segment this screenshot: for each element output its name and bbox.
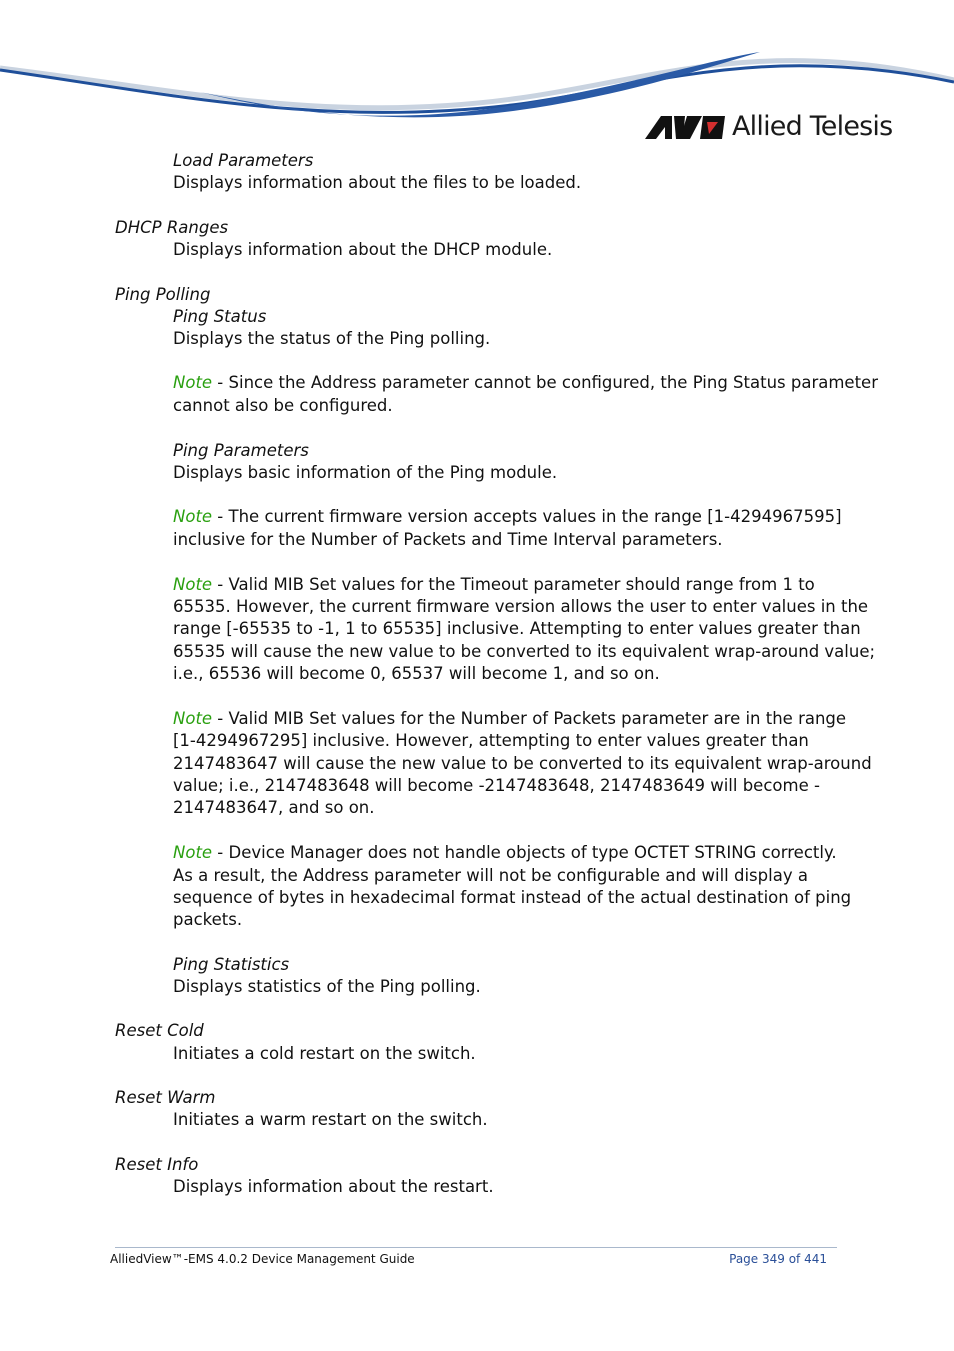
paragraph: Initiates a warm restart on the switch. bbox=[173, 1110, 488, 1129]
logo-text: Allied Telesis bbox=[732, 111, 893, 142]
footer-page-number: Page 349 of 441 bbox=[729, 1252, 827, 1266]
note-label: Note bbox=[173, 709, 213, 728]
paragraph: 65535. However, the current firmware version allows the user to enter values in the bbox=[173, 597, 869, 616]
footer-document-title: AlliedView™-EMS 4.0.2 Device Management Guide bbox=[110, 1252, 415, 1266]
note-label: Note bbox=[173, 575, 213, 594]
paragraph: packets. bbox=[173, 910, 243, 929]
paragraph: 65535 will cause the new value to be converted to its equivalent wrap-around value; bbox=[173, 642, 876, 661]
company-logo bbox=[645, 110, 892, 144]
note-text: - The current firmware version accepts values in the range [1-4294967595] bbox=[212, 507, 842, 526]
footer-divider bbox=[115, 1247, 837, 1248]
subheading-ping-status: Ping Status bbox=[173, 307, 267, 326]
note-text: - Valid MIB Set values for the Number of Packets parameter are in the range bbox=[212, 709, 847, 728]
paragraph: Displays the status of the Ping polling. bbox=[173, 329, 491, 348]
note-line bbox=[173, 506, 842, 529]
paragraph: Displays basic information of the Ping module. bbox=[173, 463, 558, 482]
note-line bbox=[173, 372, 878, 395]
paragraph: Displays information about the files to be loaded. bbox=[173, 173, 582, 192]
paragraph: [1-4294967295] inclusive. However, attempting to enter values greater than bbox=[173, 731, 809, 750]
note-label: Note bbox=[173, 373, 213, 392]
note-text: - Valid MIB Set values for the Timeout parameter should range from 1 to bbox=[212, 575, 815, 594]
note-label: Note bbox=[173, 843, 213, 862]
paragraph: cannot also be configured. bbox=[173, 396, 393, 415]
paragraph: sequence of bytes in hexadecimal format instead of the actual destination of ping bbox=[173, 888, 852, 907]
note-line bbox=[173, 574, 815, 597]
paragraph: inclusive for the Number of Packets and Time Interval parameters. bbox=[173, 530, 723, 549]
paragraph: i.e., 65536 will become 0, 65537 will become 1, and so on. bbox=[173, 664, 660, 683]
subheading-load-parameters: Load Parameters bbox=[173, 151, 314, 170]
heading-reset-warm: Reset Warm bbox=[115, 1088, 216, 1107]
paragraph: range [-65535 to -1, 1 to 65535] inclusive. Attempting to enter values greater than bbox=[173, 619, 861, 638]
paragraph: 2147483647 will cause the new value to be converted to its equivalent wrap-around bbox=[173, 754, 872, 773]
note-text: - Device Manager does not handle objects of type OCTET STRING correctly. bbox=[212, 843, 837, 862]
paragraph: Initiates a cold restart on the switch. bbox=[173, 1044, 476, 1063]
subheading-ping-parameters: Ping Parameters bbox=[173, 441, 309, 460]
note-line bbox=[173, 842, 837, 865]
paragraph: Displays information about the DHCP module. bbox=[173, 240, 553, 259]
note-label: Note bbox=[173, 507, 213, 526]
note-line bbox=[173, 708, 846, 731]
heading-dhcp-ranges: DHCP Ranges bbox=[115, 218, 229, 237]
heading-ping-polling: Ping Polling bbox=[115, 285, 211, 304]
paragraph: value; i.e., 2147483648 will become -2147483648, 2147483649 will become - bbox=[173, 776, 820, 795]
paragraph: 2147483647, and so on. bbox=[173, 798, 375, 817]
paragraph: Displays statistics of the Ping polling. bbox=[173, 977, 481, 996]
heading-reset-cold: Reset Cold bbox=[115, 1021, 204, 1040]
note-text: - Since the Address parameter cannot be configured, the Ping Status parameter bbox=[212, 373, 878, 392]
paragraph: As a result, the Address parameter will not be configurable and will display a bbox=[173, 866, 808, 885]
paragraph: Displays information about the restart. bbox=[173, 1177, 494, 1196]
subheading-ping-statistics: Ping Statistics bbox=[173, 955, 290, 974]
heading-reset-info: Reset Info bbox=[115, 1155, 199, 1174]
logo-mark-icon bbox=[645, 114, 727, 140]
